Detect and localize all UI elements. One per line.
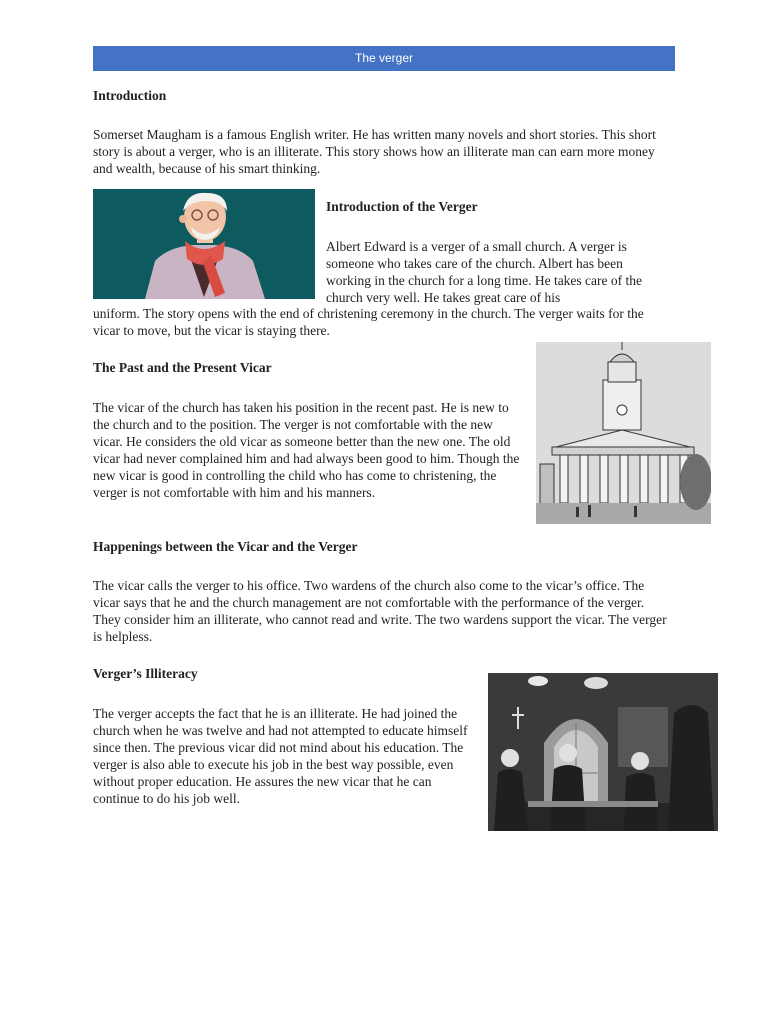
document-title-banner: The verger [93, 46, 675, 71]
illiteracy-paragraph: The verger accepts the fact that he is an illiterate. He had joined the church when he was twelve and had not attempted to educate himself since then. The previous vicar did not mind about his education. The verger is also able to execute his job in the best way possible, even without proper education. He assures the new vicar that he can continue to do his job well. [93, 706, 468, 806]
happenings-heading: Happenings between the Vicar and the Verger [93, 539, 358, 554]
film-still-photo [488, 673, 718, 831]
verger-intro-paragraph: Albert Edward is a verger of a small church. A verger is someone who takes care of the church. Albert has been working in the church for a long time. He takes care of the church very well. He takes great care of his [326, 239, 643, 305]
old-man-illustration [93, 189, 315, 299]
verger-intro-paragraph-continued: uniform. The story opens with the end of christening ceremony in the church. The verger waits for the vicar to move, but the vicar is staying there. [93, 306, 644, 338]
intro-heading: Introduction [93, 88, 167, 103]
verger-intro-heading: Introduction of the Verger [326, 199, 478, 214]
intro-paragraph: Somerset Maugham is a famous English writer. He has written many novels and short stories. This short story is about a verger, who is an illiterate. This story shows how an illiterate man can earn more money and wealth, because of his smart thinking. [93, 127, 656, 176]
illiteracy-heading: Verger’s Illiteracy [93, 666, 198, 681]
church-engraving [536, 342, 711, 524]
vicars-paragraph: The vicar of the church has taken his position in the recent past. He is new to the church and to the position. The verger is not comfortable with the new vicar. He considers the old vicar as someone better than the new one. The old vicar had never complained him and had always been good to him. Though the new vicar is good in controlling the child who has come to christening, the verger is not comfortable with him and his manners. [93, 400, 520, 500]
happenings-paragraph: The vicar calls the verger to his office. Two wardens of the church also come to the vicar’s office. The vicar says that he and the church management are not comfortable with the performance of the verger. They consider him an illiterate, who cannot read and write. The two wardens support the vicar. The verger is helpless. [93, 578, 667, 644]
vicars-heading: The Past and the Present Vicar [93, 360, 272, 375]
